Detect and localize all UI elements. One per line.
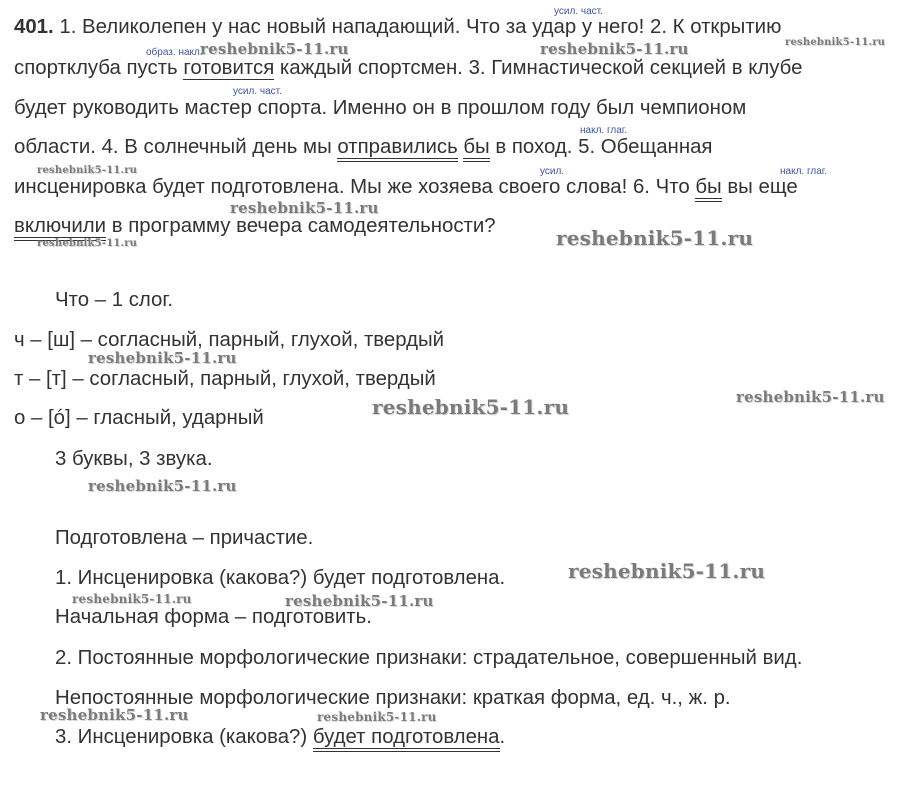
morph-item-3: 3. Инсценировка (какова?) будет подготовлена. xyxy=(55,727,505,747)
watermark: reshebnik5-11.ru xyxy=(230,199,379,217)
phonetic-row: т – [т] – согласный, парный, глухой, твердый xyxy=(14,368,436,390)
line-5-text: инсценировка будет подготовлена. Мы же хозяева своего слова! 6. Что бы вы еще xyxy=(14,177,798,197)
watermark: reshebnik5-11.ru xyxy=(556,226,754,250)
morph-item-2: 2. Постоянные морфологические признаки: страдательное, совершенный вид. xyxy=(55,647,803,669)
exercise-line-4 xyxy=(14,137,907,157)
watermark: reshebnik5-11.ru xyxy=(37,165,138,176)
phonetic-title: Что – 1 слог. xyxy=(55,289,173,311)
exercise-line-5 xyxy=(14,177,907,197)
annotation-nakl-glag-2: накл. глаг. xyxy=(780,166,827,177)
watermark: reshebnik5-11.ru xyxy=(317,710,437,724)
exercise-line-6 xyxy=(14,216,496,236)
line-4-text: области. 4. В солнечный день мы отправились бы в поход. 5. Обещанная xyxy=(14,137,712,157)
morph-title: Подготовлена – причастие. xyxy=(55,527,314,549)
particle-by-2: бы xyxy=(695,176,721,202)
watermark: reshebnik5-11.ru xyxy=(285,592,434,610)
watermark: reshebnik5-11.ru xyxy=(72,592,192,606)
annotation-nakl-glag-1: накл. глаг. xyxy=(580,125,627,136)
watermark: reshebnik5-11.ru xyxy=(88,477,237,495)
phonetic-summary: 3 буквы, 3 звука. xyxy=(55,448,213,470)
phonetic-row: ч – [ш] – согласный, парный, глухой, твердый xyxy=(14,329,445,351)
exercise-line-1 xyxy=(14,17,781,37)
predicate-budet-podgotovlena: будет подготовлена xyxy=(313,726,500,752)
annotation-usil-chast-2: усил. част. xyxy=(233,86,282,97)
exercise-number: 401. xyxy=(14,16,54,38)
predicate-vklyuchili: включили xyxy=(14,215,106,241)
watermark: reshebnik5-11.ru xyxy=(88,349,237,367)
line-1-text: 1. Великолепен у нас новый нападающий. Что за удар у него! 2. К открытию xyxy=(59,16,782,38)
watermark: reshebnik5-11.ru xyxy=(736,388,885,406)
particle-by-1: бы xyxy=(463,136,489,162)
watermark: reshebnik5-11.ru xyxy=(200,40,349,58)
line-3-text: будет руководить мастер спорта. Именно он в прошлом году был чемпионом xyxy=(14,97,747,119)
morph-variable: Непостоянные морфологические признаки: краткая форма, ед. ч., ж. р. xyxy=(55,687,731,709)
watermark: reshebnik5-11.ru xyxy=(40,706,189,724)
predicate-gotovitsya: готовится xyxy=(183,57,275,79)
line-2-text: спортклуба пусть готовится каждый спортсмен. 3. Гимнастической секцией в клубе xyxy=(14,57,803,79)
predicate-otpravilis: отправились xyxy=(337,136,457,162)
annotation-usil-chast-1: усил. част. xyxy=(554,6,603,17)
watermark: reshebnik5-11.ru xyxy=(372,395,570,419)
watermark: reshebnik5-11.ru xyxy=(785,37,886,48)
exercise-line-2 xyxy=(14,58,907,78)
morph-initial-form: Начальная форма – подготовить. xyxy=(55,606,372,628)
watermark: reshebnik5-11.ru xyxy=(568,559,766,583)
annotation-usil: усил. xyxy=(540,166,565,177)
line-6-text: в программу вечера самодеятельности? xyxy=(106,215,496,237)
morph-item-1: 1. Инсценировка (какова?) будет подготовлена. xyxy=(55,567,506,589)
annotation-obraz-nakl: образ. накл. xyxy=(146,47,203,58)
exercise-line-3 xyxy=(14,98,907,118)
watermark: reshebnik5-11.ru xyxy=(37,238,138,249)
phonetic-row: о – [ó] – гласный, ударный xyxy=(14,407,264,429)
watermark: reshebnik5-11.ru xyxy=(540,40,689,58)
